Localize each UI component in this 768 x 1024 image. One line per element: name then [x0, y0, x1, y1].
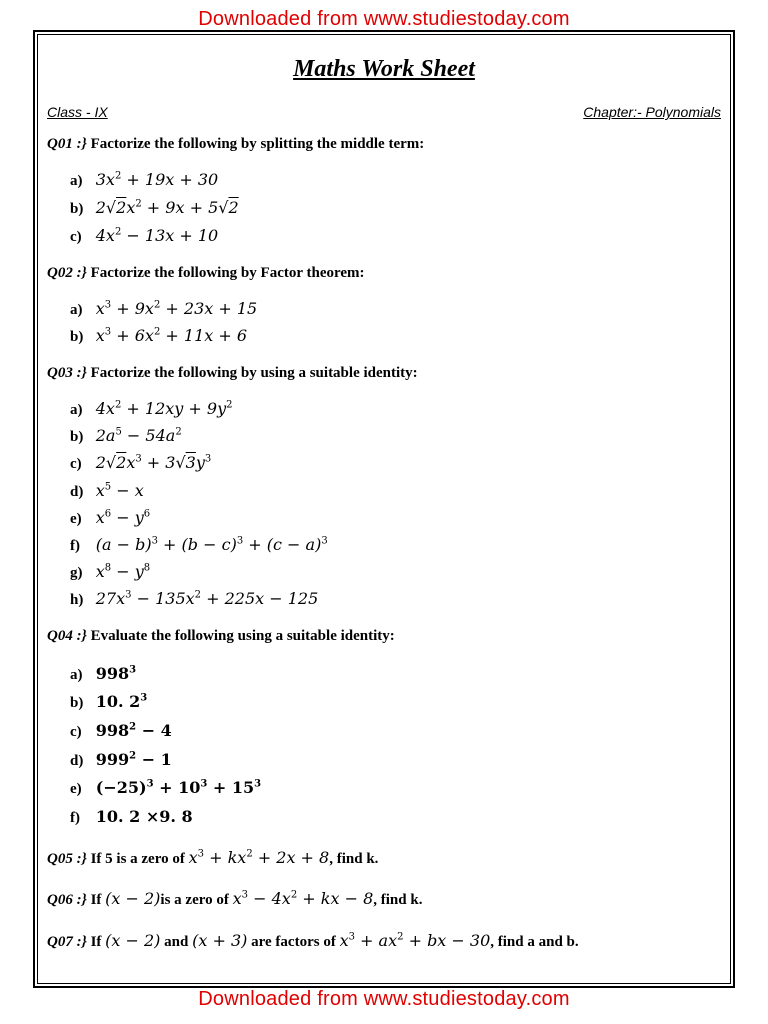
q04-item-e: e) $(-25)^3 + 10^3 + 15^3$ [70, 778, 262, 797]
chapter-label: Chapter:- Polynomials [583, 104, 721, 120]
question-06: Q06 :} If (x − 2)is a zero of $x^3 - 4x^2$ + kx − 8, find k. [47, 889, 423, 908]
question-01: Q01 :} Factorize the following by splitting the middle term: [47, 136, 425, 152]
question-05: Q05 :} If 5 is a zero of $x^3 + kx^2 + 2x + 8$, find k. [47, 848, 379, 867]
q01-item-b: b) $2√2x^2 + 9x + 5√2$ [70, 198, 239, 217]
q04-item-b: b) 10. $2^3$ [70, 692, 148, 711]
download-banner-top: Downloaded from www.studiestoday.com [198, 8, 570, 30]
worksheet-title: Maths Work Sheet [293, 56, 475, 82]
worksheet-page [33, 30, 735, 988]
q03-item-g: g) $x^8 - y^8$ [70, 562, 151, 581]
q03-item-f: f) $(a - b)^3 + (b - c)^3 + (c - a)^3$ [70, 535, 328, 554]
q04-item-d: d) $999^2 - 1$ [70, 750, 172, 769]
class-label: Class - IX [47, 104, 108, 120]
q03-item-c: c) $2√2x^3 + 3√3y^3$ [70, 453, 212, 472]
question-02: Q02 :} Factorize the following by Factor theorem: [47, 265, 365, 281]
download-banner-bottom: Downloaded from www.studiestoday.com [198, 988, 570, 1010]
q03-item-e: e) $x^6 - y^6$ [70, 508, 151, 527]
question-03: Q03 :} Factorize the following by using a suitable identity: [47, 365, 418, 381]
q04-item-c: c) $998^2 - 4$ [70, 721, 172, 740]
q01-item-c: c) $4x^2 - 13x + 10$ [70, 226, 219, 245]
q02-item-a: a) $x^3 + 9x^2 + 23x + 15$ [70, 299, 258, 318]
question-04: Q04 :} Evaluate the following using a suitable identity: [47, 628, 395, 644]
q03-item-b: b) $2a^5 - 54a^2$ [70, 426, 182, 445]
q04-item-f: f) 10. 2 ×9. 8 [70, 807, 193, 826]
q02-item-b: b) $x^3 + 6x^2 + 11x + 6$ [70, 326, 248, 345]
q04-item-a: a) $998^3$ [70, 664, 137, 683]
q03-item-a: a) $4x^2 + 12xy + 9y^2$ [70, 399, 233, 418]
q03-item-h: h) $27x^3 - 135x^2 + 225x - 125$ [70, 589, 319, 608]
q03-item-d: d) $x^5 - x$ [70, 481, 144, 500]
question-07: Q07 :} If (x − 2) and (x + 3) are factors of $x^3 + ax^2$ + bx − 30, find a and b. [47, 931, 579, 950]
q01-item-a: a) $3x^2 + 19x + 30$ [70, 170, 219, 189]
